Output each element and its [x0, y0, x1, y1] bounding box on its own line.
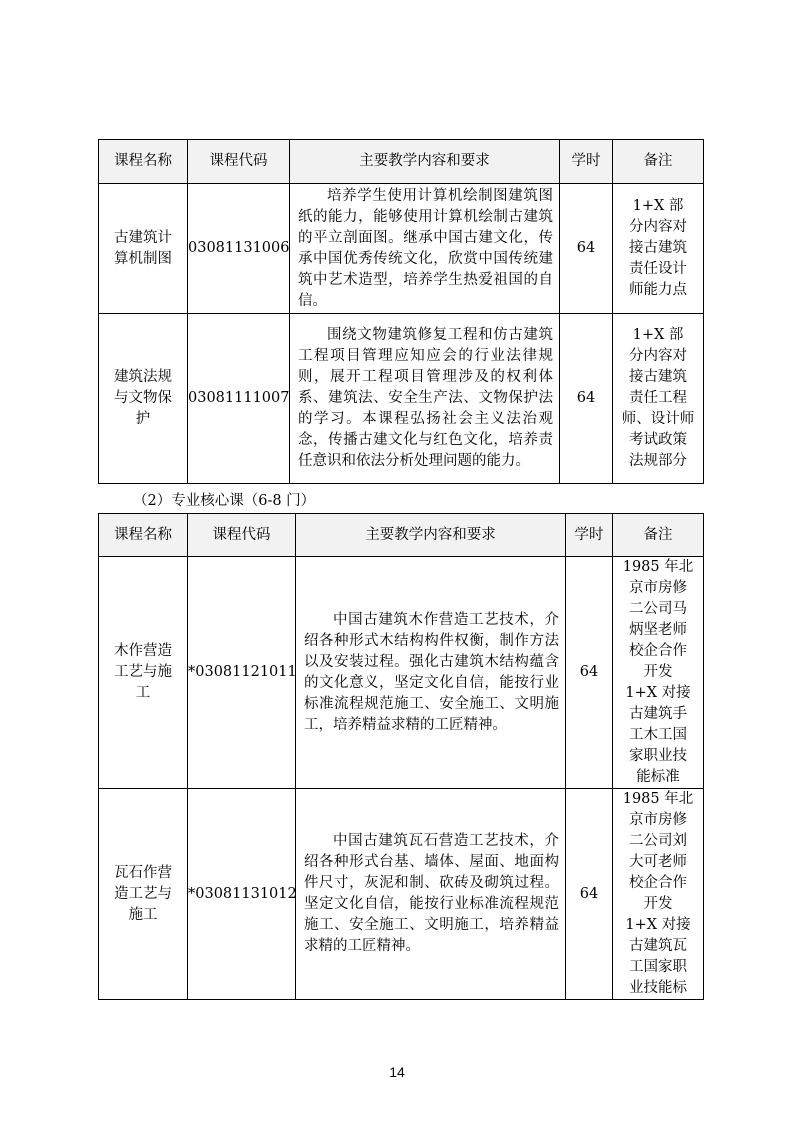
- course-content: [290, 314, 560, 484]
- remark-line: 能标准: [636, 769, 680, 785]
- header-course-code: 课程代码: [188, 514, 296, 557]
- course-remark: [613, 789, 704, 1000]
- remark-line: 二公司马: [629, 601, 687, 617]
- table-header-row: [99, 140, 704, 184]
- remark-line: 校企合作: [629, 643, 687, 659]
- course-hours: 64: [560, 184, 613, 314]
- remark-line: 家职业技: [629, 748, 687, 764]
- remark-line: 开发: [643, 664, 673, 680]
- remark-line: 业技能标: [629, 980, 687, 996]
- section-title: （2）专业核心课（6-8 门）: [133, 493, 316, 509]
- course-content-text: 中国古建筑瓦石营造工艺技术，介绍各种形式台基、墙体、屋面、地面构件尺寸，灰泥和制、砍砖及砌筑过程。坚定文化自信，能按行业标准流程规范施工、安全施工、文明施工，培养精益求精的工匠精神。: [304, 833, 559, 954]
- remark-line: 京市房修: [629, 812, 687, 828]
- remark-line: 分内容对: [629, 219, 687, 235]
- remark-line: 接古建筑: [629, 369, 687, 385]
- table-row: [99, 184, 704, 314]
- remark-line: 1985 年北: [622, 791, 694, 807]
- course-code: 03081131006: [188, 184, 290, 314]
- header-content: 主要教学内容和要求: [296, 514, 566, 557]
- header-hours: 学时: [560, 140, 613, 184]
- remark-line: 古建筑瓦: [629, 938, 687, 954]
- header-course-name: 课程名称: [99, 514, 188, 557]
- course-name: 木作营造工艺与施工: [99, 557, 188, 789]
- remark-line: 1+X 部: [632, 198, 684, 214]
- remark-line: 分内容对: [629, 348, 687, 364]
- remark-line: 1+X 对接: [625, 685, 691, 701]
- course-hours: 64: [566, 557, 613, 789]
- remark-line: 责任设计: [629, 261, 687, 277]
- remark-line: 工木工国: [629, 727, 687, 743]
- page-number: 14: [389, 1064, 405, 1080]
- remark-line: 二公司刘: [629, 833, 687, 849]
- table-header-row: [99, 514, 704, 557]
- course-code: *03081121011: [188, 557, 296, 789]
- course-remark: [613, 557, 704, 789]
- course-content: [296, 789, 566, 1000]
- course-name: 古建筑计算机制图: [99, 184, 188, 314]
- header-content: 主要教学内容和要求: [290, 140, 560, 184]
- remark-line: 考试政策: [629, 432, 687, 448]
- course-content: [296, 557, 566, 789]
- table-row: [99, 789, 704, 1000]
- course-content-text: 中国古建筑木作营造工艺技术，介绍各种形式木结构构件权衡，制作方法以及安装过程。强化古建筑木结构蕴含的文化意义，坚定文化自信，能按行业标准流程规范施工、安全施工、文明施工，培养精益求精的工匠精神。: [304, 611, 559, 733]
- course-content-text: 围绕文物建筑修复工程和仿古建筑工程项目管理应知应会的行业法律规则，展开工程项目管理涉及的权利体系、建筑法、安全生产法、文物保护法的学习。本课程弘扬社会主义法治观念，传播古建文化与红色文化，培养责任意识和依法分析处理问题的能力。: [298, 327, 553, 469]
- course-content: [290, 184, 560, 314]
- remark-line: 京市房修: [629, 580, 687, 596]
- header-remark: 备注: [613, 514, 704, 557]
- course-content-text: 培养学生使用计算机绘制图建筑图纸的能力，能够使用计算机绘制古建筑的平立剖面图。继承中国古建文化，传承中国优秀传统文化，欣赏中国传统建筑中艺术造型，培养学生热爱祖国的自信。: [298, 187, 553, 309]
- remark-line: 大可老师: [629, 854, 687, 870]
- remark-line: 1+X 对接: [625, 917, 691, 933]
- remark-line: 师能力点: [629, 282, 687, 298]
- curriculum-table-1: [98, 139, 704, 484]
- remark-line: 责任工程: [629, 390, 687, 406]
- remark-line: 接古建筑: [629, 240, 687, 256]
- course-remark: [613, 314, 704, 484]
- curriculum-table-2: [98, 513, 704, 1000]
- remark-line: 1+X 部: [632, 327, 684, 343]
- course-code: 03081111007: [188, 314, 290, 484]
- remark-line: 炳坚老师: [629, 622, 687, 638]
- header-remark: 备注: [613, 140, 704, 184]
- remark-line: 1985 年北: [622, 559, 694, 575]
- course-remark: [613, 184, 704, 314]
- header-course-name: 课程名称: [99, 140, 188, 184]
- header-hours: 学时: [566, 514, 613, 557]
- remark-line: 校企合作: [629, 875, 687, 891]
- header-course-code: 课程代码: [188, 140, 290, 184]
- remark-line: 法规部分: [629, 453, 687, 469]
- course-hours: 64: [560, 314, 613, 484]
- course-name: 瓦石作营造工艺与施工: [99, 789, 188, 1000]
- course-hours: 64: [566, 789, 613, 1000]
- course-name: 建筑法规与文物保护: [99, 314, 188, 484]
- remark-line: 工国家职: [629, 959, 687, 975]
- table-row: [99, 314, 704, 484]
- remark-line: 开发: [643, 896, 673, 912]
- remark-line: 师、设计师: [621, 411, 695, 427]
- remark-line: 古建筑手: [629, 706, 687, 722]
- course-code: *03081131012: [188, 789, 296, 1000]
- table-row: [99, 557, 704, 789]
